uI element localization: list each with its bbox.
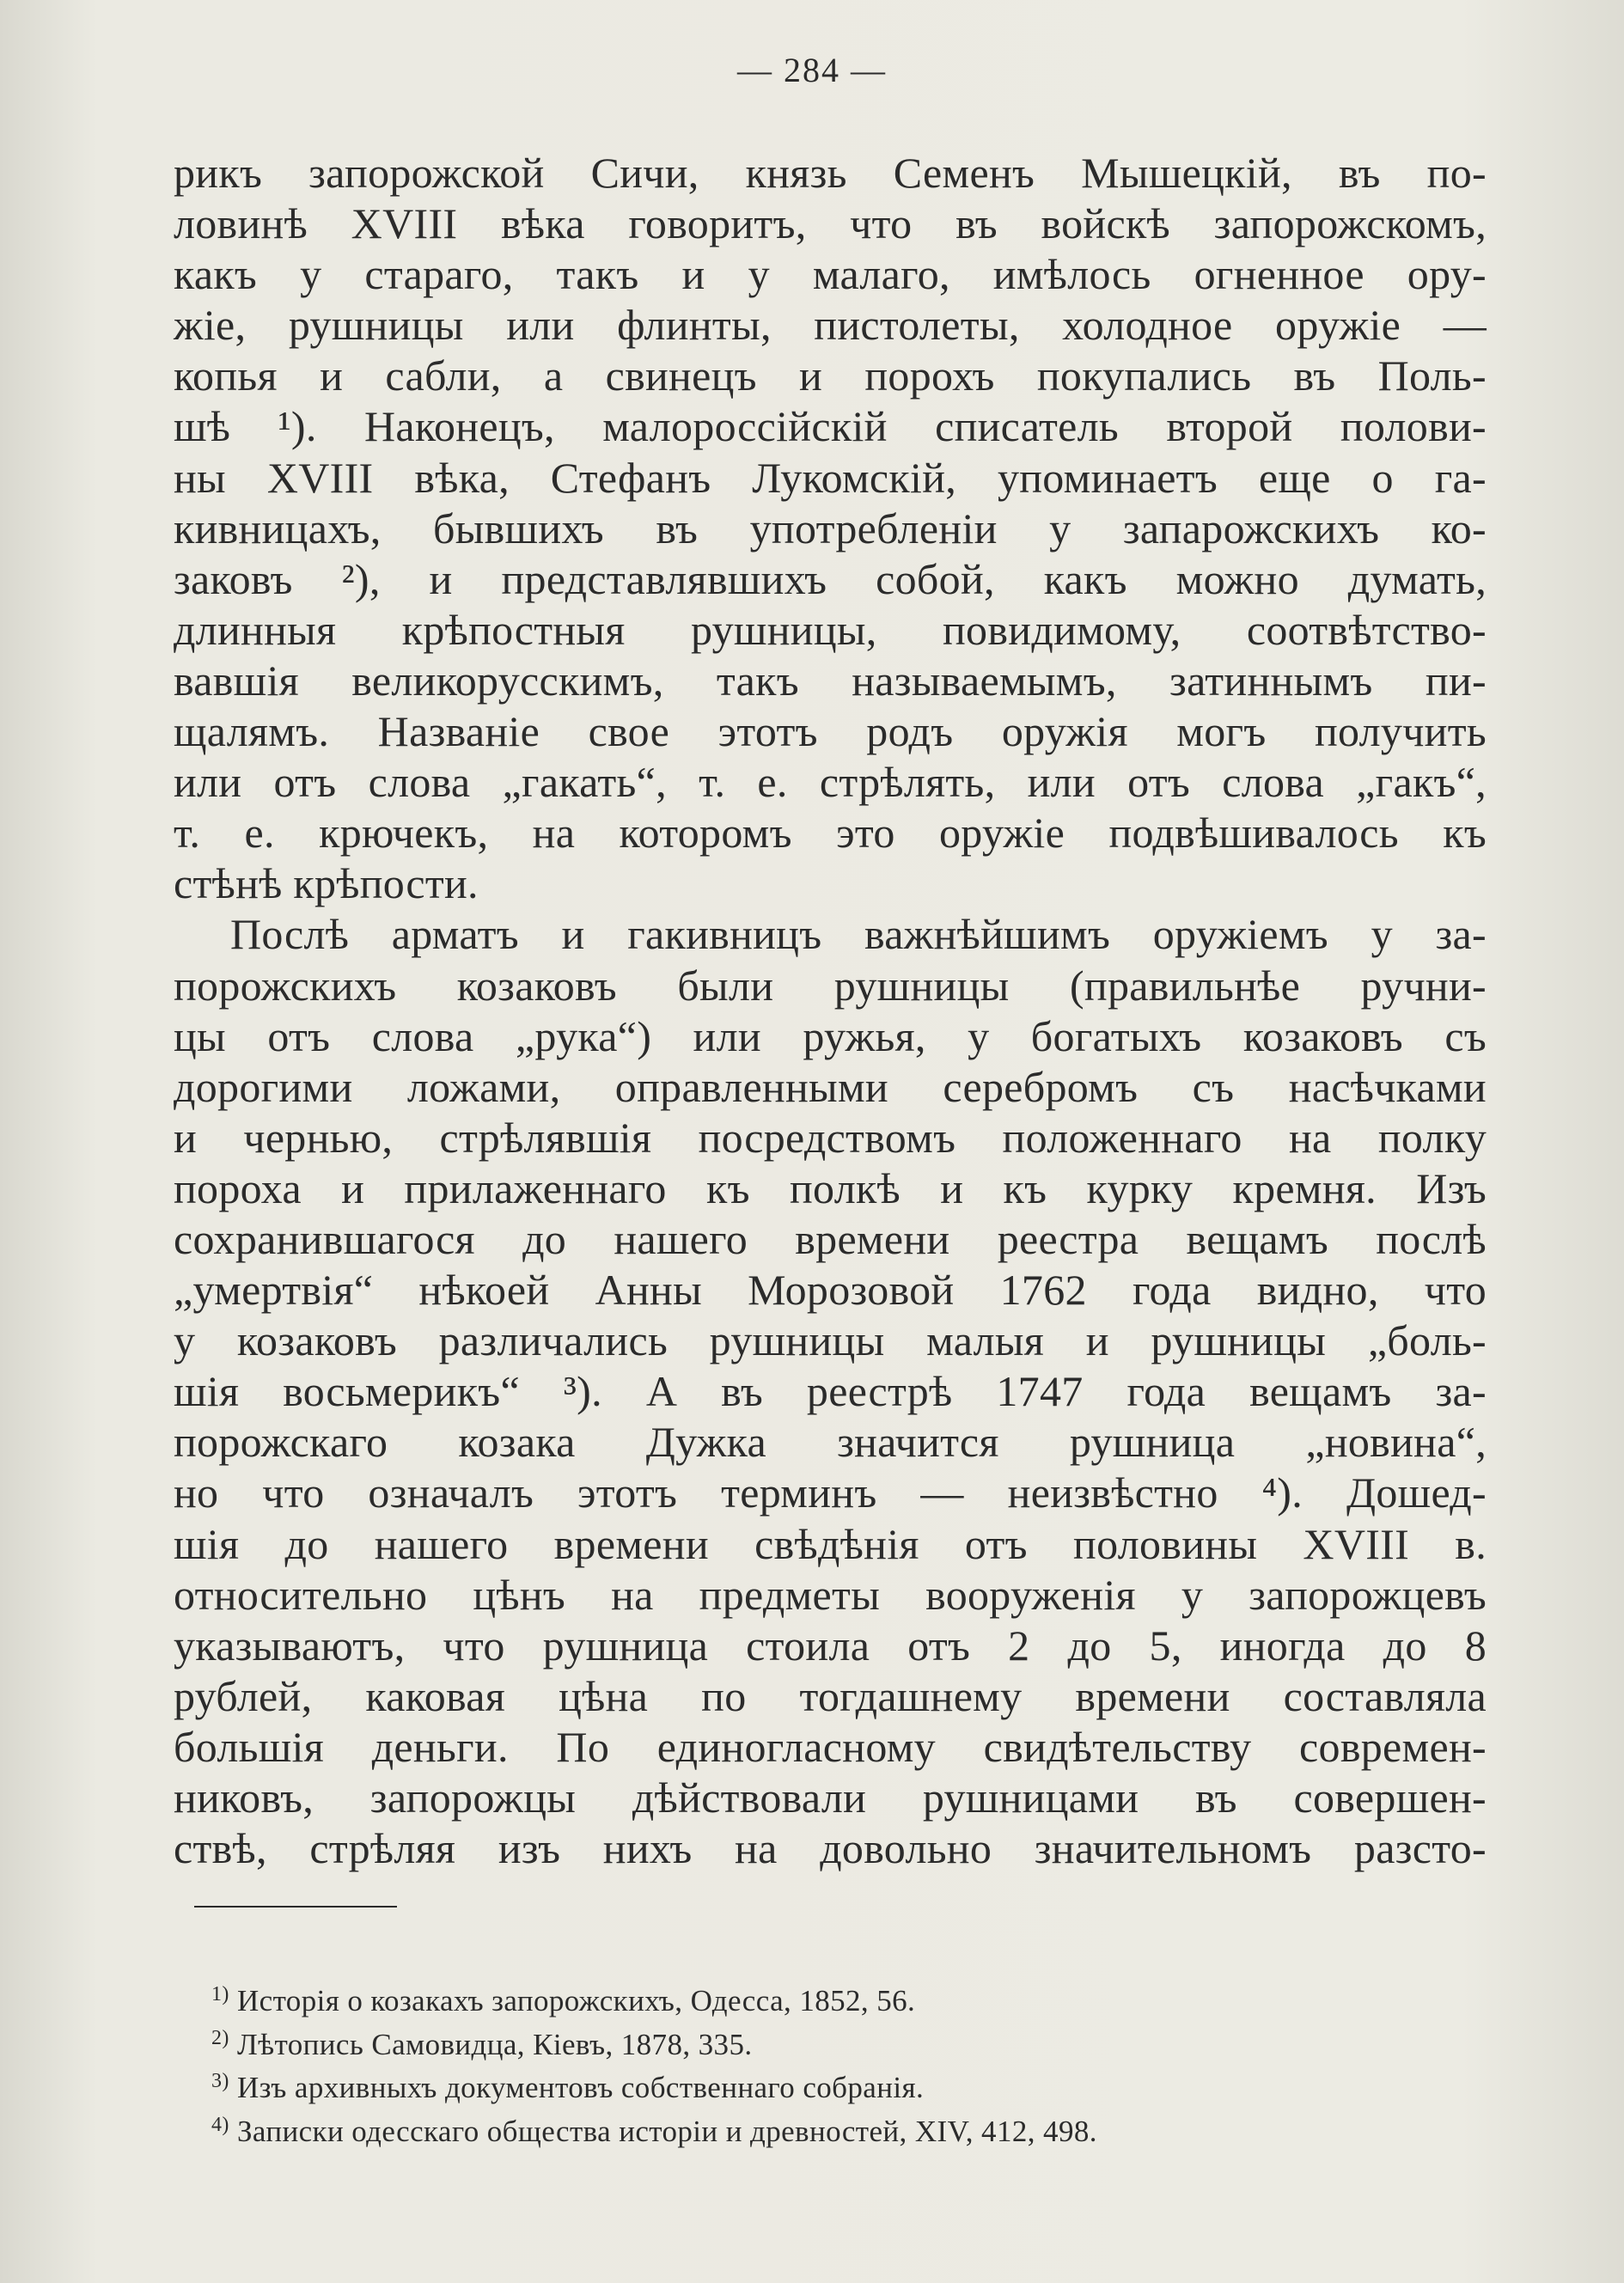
text-line: и чернью, стрѣлявшія посредствомъ положеннаго на полку: [174, 1113, 1487, 1162]
text-line: ствѣ, стрѣляя изъ нихъ на довольно значительномъ разсто-: [174, 1824, 1487, 1873]
footnote: [211, 2017, 1500, 2060]
text-line: дорогими ложами, оправленными серебромъ съ насѣчками: [174, 1062, 1487, 1111]
text-line: относительно цѣнъ на предметы вооруженія у запорожцевъ: [174, 1570, 1487, 1619]
text-line: длинныя крѣпостныя рушницы, повидимому, соотвѣтство-: [174, 605, 1487, 654]
text-line: цы отъ слова „рука“) или ружья, у богатыхъ козаковъ съ: [174, 1011, 1487, 1060]
text-line: ловинѣ XVIII вѣка говоритъ, что въ войскѣ запорожскомъ,: [174, 199, 1487, 248]
footnote: [211, 2060, 1500, 2103]
text-line: но что означалъ этотъ терминъ — неизвѣстно ⁴). Дошед-: [174, 1468, 1487, 1517]
text-line: „умертвія“ нѣкоей Анны Морозовой 1762 года видно, что: [174, 1266, 1487, 1315]
footnote: [211, 1973, 1500, 2017]
text-line: шѣ ¹). Наконецъ, малороссійскій списатель второй полови-: [174, 402, 1487, 451]
text-line: большія деньги. По единогласному свидѣтельству современ-: [174, 1722, 1487, 1771]
footnote-mark: 1): [211, 1983, 229, 2005]
text-line: шія восьмерикъ“ ³). А въ реестрѣ 1747 года вещамъ за-: [174, 1367, 1487, 1416]
footnotes: [211, 1973, 1500, 2146]
text-line: порожскаго козака Дужка значится рушница „новина“,: [174, 1418, 1487, 1467]
text-line: копья и сабли, а свинецъ и порохъ покупались въ Поль-: [174, 351, 1487, 400]
footnote-text: Лѣтопись Самовидца, Кіевъ, 1878, 335.: [236, 2027, 753, 2061]
text-line: ны XVIII вѣка, Стефанъ Лукомскій, упоминаетъ еще о га-: [174, 453, 1487, 502]
footnote-mark: 3): [211, 2070, 229, 2092]
text-line: какъ у стараго, такъ и у малаго, имѣлось огненное ору-: [174, 250, 1487, 299]
text-line: сохранившагося до нашего времени реестра вещамъ послѣ: [174, 1214, 1487, 1263]
text-line: щалямъ. Названіе свое этотъ родъ оружія могъ получить: [174, 707, 1487, 756]
footnote-text: Записки одесскаго общества исторіи и древностей, XIV, 412, 498.: [236, 2114, 1097, 2148]
text-line: никовъ, запорожцы дѣйствовали рушницами въ совершен-: [174, 1773, 1487, 1822]
footnote-text: Исторія о козакахъ запорожскихъ, Одесса, 1852, 56.: [236, 1984, 916, 2017]
text-line: порожскихъ козаковъ были рушницы (правильнѣе ручни-: [174, 961, 1487, 1010]
body-text: [174, 148, 1487, 1874]
text-line: т. е. крючекъ, на которомъ это оружіе подвѣшивалось къ: [174, 809, 1487, 858]
footnote-mark: 4): [211, 2113, 229, 2136]
text-line: у козаковъ различались рушницы малыя и рушницы „боль-: [174, 1316, 1487, 1365]
footnote: [211, 2103, 1500, 2147]
footnote-text: Изъ архивныхъ документовъ собственнаго собранія.: [236, 2071, 925, 2104]
text-line: пороха и прилаженнаго къ полкѣ и къ курку кремня. Изъ: [174, 1163, 1487, 1212]
text-line: вавшія великорусскимъ, такъ называемымъ, затиннымъ пи-: [174, 656, 1487, 705]
text-line: рикъ запорожской Сичи, князь Семенъ Мышецкій, въ по-: [174, 149, 1487, 197]
text-line: рублей, каковая цѣна по тогдашнему времени составляла: [174, 1671, 1487, 1720]
text-line: стѣнѣ крѣпости.: [174, 859, 479, 908]
footnote-divider: [194, 1906, 397, 1908]
text-line: кивницахъ, бывшихъ въ употребленіи у запарожскихъ ко-: [174, 504, 1487, 552]
text-line: или отъ слова „гакать“, т. е. стрѣлять, или отъ слова „гакъ“,: [174, 758, 1487, 807]
footnote-mark: 2): [211, 2026, 229, 2049]
text-line: шія до нашего времени свѣдѣнія отъ половины XVIII в.: [174, 1519, 1487, 1568]
page-number: — 284 —: [737, 51, 887, 89]
text-line: Послѣ арматъ и гакивницъ важнѣйшимъ оружіемъ у за-: [230, 910, 1487, 959]
text-line: заковъ ²), и представлявшихъ собой, какъ можно думать,: [174, 554, 1487, 603]
text-line: указываютъ, что рушница стоила отъ 2 до 5, иногда до 8: [174, 1621, 1487, 1670]
text-line: жіе, рушницы или флинты, пистолеты, холодное оружіе —: [174, 301, 1487, 350]
